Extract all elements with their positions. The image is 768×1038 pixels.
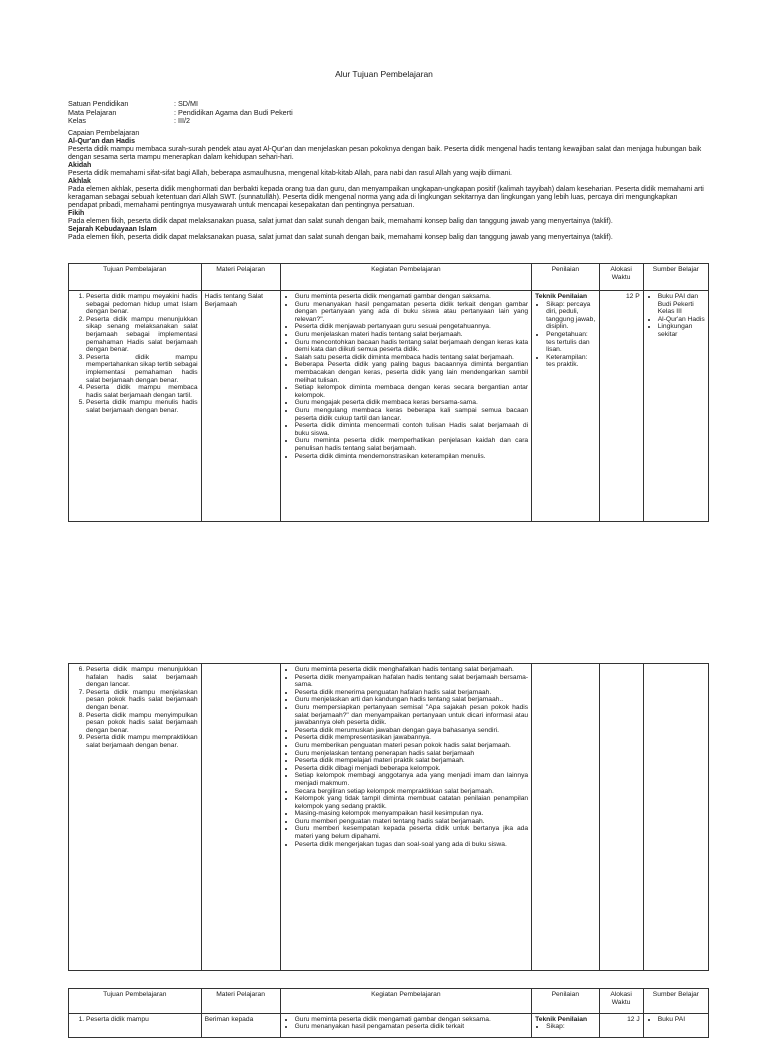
list-item: • Guru memberi penguatan materi tentang hadis salat berjamaah. bbox=[295, 818, 529, 826]
list-item: • Keterampilan: tes praktik. bbox=[546, 354, 595, 369]
list-item: • Masing-masing kelompok menyampaikan hasil kesimpulan nya. bbox=[295, 810, 529, 818]
list-item: • Peserta didik menerima penguatan hafalan hadis salat berjamaah. bbox=[295, 689, 529, 697]
header-penilaian: Penilaian bbox=[532, 264, 599, 291]
identity-block bbox=[68, 100, 293, 126]
list-item: • Peserta didik menjawab pertanyaan guru sesuai pengetahuannya. bbox=[295, 323, 529, 331]
activities-cell bbox=[280, 664, 532, 971]
plan-table-1 bbox=[68, 263, 709, 522]
list-item: • Guru menjelaskan tentang penerapan hadis salat berjamaah bbox=[295, 750, 529, 758]
list-item: • Guru memberikan penguatan materi pesan pokok hadis salat berjamaah. bbox=[295, 742, 529, 750]
header-sumber: Sumber Belajar bbox=[643, 264, 708, 291]
assessment-cell bbox=[532, 291, 599, 522]
objectives-cell bbox=[69, 664, 202, 971]
list-item: • Guru mengajak peserta didik membaca keras bersama-sama. bbox=[295, 399, 529, 407]
section-text: Pada elemen fikih, peserta didik dapat melaksanakan puasa, salat jumat dan salat sunah dengan baik, memahami konsep balig dan tanggung jawab yang menyertainya (taklif). bbox=[68, 234, 613, 241]
material-cell bbox=[201, 664, 280, 971]
plan-table-3 bbox=[68, 988, 709, 1038]
header-kegiatan: Kegiatan Pembelajaran bbox=[280, 264, 532, 291]
list-item: • Beberapa Peserta didik yang paling bagus bacaannya diminta bergantian membacakan dengan keras, peserta didik yang lain mendengarkan sambil melihat tulisan. bbox=[295, 361, 529, 384]
list-item: 4. Peserta didik mampu membaca hadis salat berjamaah dengan tartil. bbox=[86, 384, 198, 399]
section-text: Peserta didik mampu membaca surah-surah pendek atau ayat Al-Qur'an dan menjelaskan pesan pokoknya dengan baik. Peserta didik mengenal hadis tentang kewajiban salat dan menjaga hubungan baik dengan sesama serta mampu menerapkan dalam kehidupan sehari-hari. bbox=[68, 146, 702, 161]
section-heading: Akidah bbox=[68, 162, 92, 169]
assessment-cell bbox=[532, 1013, 599, 1038]
header-materi: Materi Pelajaran bbox=[201, 264, 280, 291]
list-item: 8. Peserta didik mampu menyimpulkan pesan pokok hadis salat berjamaah dengan benar. bbox=[86, 712, 198, 735]
header-kegiatan: Kegiatan Pembelajaran bbox=[280, 989, 532, 1014]
list-item: • Peserta didik dibagi menjadi beberapa kelompok. bbox=[295, 765, 529, 773]
list-item: • Guru meminta peserta didik menghafalkan hadis tentang salat berjamaah. bbox=[295, 666, 529, 674]
table-row bbox=[69, 291, 709, 522]
list-item: • Pengetahuan: tes tertulis dan lisan. bbox=[546, 331, 595, 354]
list-item: • Secara bergiliran setiap kelompok mempraktikkan salat berjamaah. bbox=[295, 788, 529, 796]
list-item: • Guru menanyakan hasil pengamatan peserta didik terkait dengan gambar dengan pertanyaan yang ada di buku siswa atau pertanyaan lain yang relevan?". bbox=[295, 301, 529, 324]
section-text: Peserta didik memahami sifat-sifat bagi Allah, beberapa asmaulhusna, mengenal kitab-kitab Allah, para nabi dan rasul Allah yang wajib diimani. bbox=[68, 170, 512, 177]
section-heading: Akhlak bbox=[68, 178, 91, 185]
list-item: • Buku PAI bbox=[658, 1016, 705, 1024]
learning-outcomes bbox=[68, 130, 708, 242]
section-heading: Fikih bbox=[68, 210, 85, 217]
header-tujuan: Tujuan Pembelajaran bbox=[69, 989, 202, 1014]
list-item: • Kelompok yang tidak tampil diminta membuat catatan penilaian penampilan kelompok yang sedang praktik. bbox=[295, 795, 529, 810]
section-text: Pada elemen akhlak, peserta didik menghormati dan berbakti kepada orang tua dan guru, dan menyampaikan ungkapan-ungkapan positif (kalimah tayyibah) dalam keseharian. Peserta didik memahami arti keragaman sebagai sebuah ketentuan dari Allah SWT. (sunnatullāh). Peserta didik mengenal norma yang ada di lingkungan sekitarnya dan lingkungan yang lebih luas, percaya diri mengungkapkan pendapat pribadi, memahami pentingnya musyawarah untuk mencapai kesepakatan dan pentingnya persatuan. bbox=[68, 186, 704, 209]
list-item: • Sikap: bbox=[546, 1023, 595, 1031]
outcomes-heading: Capaian Pembelajaran bbox=[68, 130, 140, 137]
info-label: Kelas bbox=[68, 116, 86, 126]
resources-cell bbox=[643, 291, 708, 522]
header-row bbox=[69, 264, 709, 291]
list-item: • Peserta didik diminta mencermati contoh tulisan Hadis salat berjamaah di buku siswa. bbox=[295, 422, 529, 437]
activities-cell bbox=[280, 1013, 532, 1038]
header-sumber: Sumber Belajar bbox=[643, 989, 708, 1014]
assessment-title: Teknik Penilaian bbox=[535, 1015, 588, 1023]
activities-cell bbox=[280, 291, 532, 522]
header-tujuan: Tujuan Pembelajaran bbox=[69, 264, 202, 291]
assessment-cell bbox=[532, 664, 599, 971]
plan-table-2 bbox=[68, 663, 709, 971]
section-text: Pada elemen fikih, peserta didik dapat melaksanakan puasa, salat jumat dan salat sunah dengan baik, memahami konsep balig dan tanggung jawab yang menyertainya (taklif). bbox=[68, 218, 613, 225]
material-cell: Hadis tentang Salat Berjamaah bbox=[201, 291, 280, 522]
list-item: • Peserta didik mempresentasikan jawabannya. bbox=[295, 734, 529, 742]
objectives-cell bbox=[69, 291, 202, 522]
assessment-title: Teknik Penilaian bbox=[535, 293, 588, 301]
list-item: 1. Peserta didik mampu bbox=[86, 1016, 198, 1024]
info-label: Satuan Pendidikan bbox=[68, 99, 129, 108]
table-row bbox=[69, 1013, 709, 1038]
list-item: • Peserta didik mempelajari materi praktik salat berjamaah. bbox=[295, 757, 529, 765]
time-cell bbox=[599, 664, 643, 971]
resources-cell bbox=[643, 664, 708, 971]
list-item: • Salah satu peserta didik diminta membaca hadis tentang salat berjamaah. bbox=[295, 354, 529, 362]
info-value: : III/2 bbox=[174, 116, 190, 126]
list-item: • Guru mencontohkan bacaan hadis tentang salat berjamaah dengan keras kata demi kata dan diikuti semua peserta didik. bbox=[295, 339, 529, 354]
list-item: 6. Peserta didik mampu menunjukkan hafalan hadis salat berjamaah dengan lancar. bbox=[86, 666, 198, 689]
list-item: • Guru memberi kesempatan kepada peserta didik untuk bertanya jika ada materi yang belum dipahami. bbox=[295, 825, 529, 840]
list-item: • Guru menjelaskan materi hadis tentang salat berjamaah. bbox=[295, 331, 529, 339]
list-item: 1. Peserta didik mampu meyakini hadis sebagai pedoman hidup umat Islam dengan benar. bbox=[86, 293, 198, 316]
list-item: • Buku PAI dan Budi Pekerti Kelas III bbox=[658, 293, 705, 316]
list-item: • Setiap kelompok diminta membaca dengan keras secara bergantian antar kelompok. bbox=[295, 384, 529, 399]
list-item: 5. Peserta didik mampu menulis hadis salat berjamaah dengan benar. bbox=[86, 399, 198, 414]
material-cell: Beriman kepada bbox=[201, 1013, 280, 1038]
list-item: • Sikap: percaya diri, peduli, tanggung jawab, disiplin. bbox=[546, 301, 595, 331]
list-item: 9. Peserta didik mampu mempraktikkan salat berjamaah dengan benar. bbox=[86, 734, 198, 749]
header-alokasi: Alokasi Waktu bbox=[599, 264, 643, 291]
list-item: • Guru meminta peserta didik mengamati gambar dengan saksama. bbox=[295, 293, 529, 301]
list-item: • Guru mengulang membaca keras beberapa kali sampai semua bacaan peserta didik cukup tartil dan lancar. bbox=[295, 407, 529, 422]
list-item: • Peserta didik merumuskan jawaban dengan gaya bahasanya sendiri. bbox=[295, 727, 529, 735]
time-cell: 12 P bbox=[599, 291, 643, 522]
list-item: • Guru menjelaskan arti dan kandungan hadis tentang salat berjamaah.. bbox=[295, 696, 529, 704]
list-item: • Guru mempersiapkan pertanyaan semisal "Apa sajakah pesan pokok hadis salat berjamaah?" dan menyampaikan pertanyaan untuk dicari informasi atau jawabannya oleh peserta didik. bbox=[295, 704, 529, 727]
resources-cell bbox=[643, 1013, 708, 1038]
header-row bbox=[69, 989, 709, 1014]
list-item: • Al-Qur'an Hadis bbox=[658, 316, 705, 324]
list-item: • Setiap kelompok membagi anggotanya ada yang menjadi imam dan lainnya menjadi makmum. bbox=[295, 772, 529, 787]
list-item: • Guru menanyakan hasil pengamatan peserta didik terkait bbox=[295, 1023, 529, 1031]
list-item: • Guru meminta peserta didik mengamati gambar dengan seksama. bbox=[295, 1016, 529, 1024]
header-materi: Materi Pelajaran bbox=[201, 989, 280, 1014]
list-item: • Peserta didik diminta mendemonstrasikan keterampilan menulis. bbox=[295, 453, 529, 461]
section-heading: Al-Qur'an dan Hadis bbox=[68, 138, 136, 145]
section-heading: Sejarah Kebudayaan Islam bbox=[68, 226, 157, 233]
list-item: 7. Peserta didik mampu menjelaskan pesan pokok hadis salat berjamaah dengan benar. bbox=[86, 689, 198, 712]
objectives-cell bbox=[69, 1013, 202, 1038]
info-label: Mata Pelajaran bbox=[68, 107, 117, 117]
table-row bbox=[69, 664, 709, 971]
time-cell: 12 J bbox=[599, 1013, 643, 1038]
info-row bbox=[68, 117, 293, 126]
header-alokasi: Alokasi Waktu bbox=[599, 989, 643, 1014]
header-penilaian: Penilaian bbox=[532, 989, 599, 1014]
info-value: : SD/MI bbox=[174, 99, 198, 108]
list-item: 2. Peserta didik mampu menunjukkan sikap senang melaksanakan salat berjamaah sebagai implementasi pemahaman Hadis salat berjamaah dengan benar. bbox=[86, 316, 198, 354]
list-item: • Peserta didik menyampaikan hafalan hadis tentang salat berjamaah bersama-sama. bbox=[295, 674, 529, 689]
list-item: 3. Peserta didik mampu mempertahankan sikap tertib sebagai implementasi pemahaman hadis salat berjamaah dengan benar. bbox=[86, 354, 198, 384]
document-title: Alur Tujuan Pembelajaran bbox=[335, 69, 433, 79]
info-value: : Pendidikan Agama dan Budi Pekerti bbox=[174, 107, 293, 117]
list-item: • Lingkungan sekitar bbox=[658, 323, 705, 338]
list-item: • Guru meminta peserta didik memperhatikan penjelasan kaidah dan cara penulisan hadis tentang salat berjamaah. bbox=[295, 437, 529, 452]
list-item: • Peserta didik mengerjakan tugas dan soal-soal yang ada di buku siswa. bbox=[295, 841, 529, 849]
